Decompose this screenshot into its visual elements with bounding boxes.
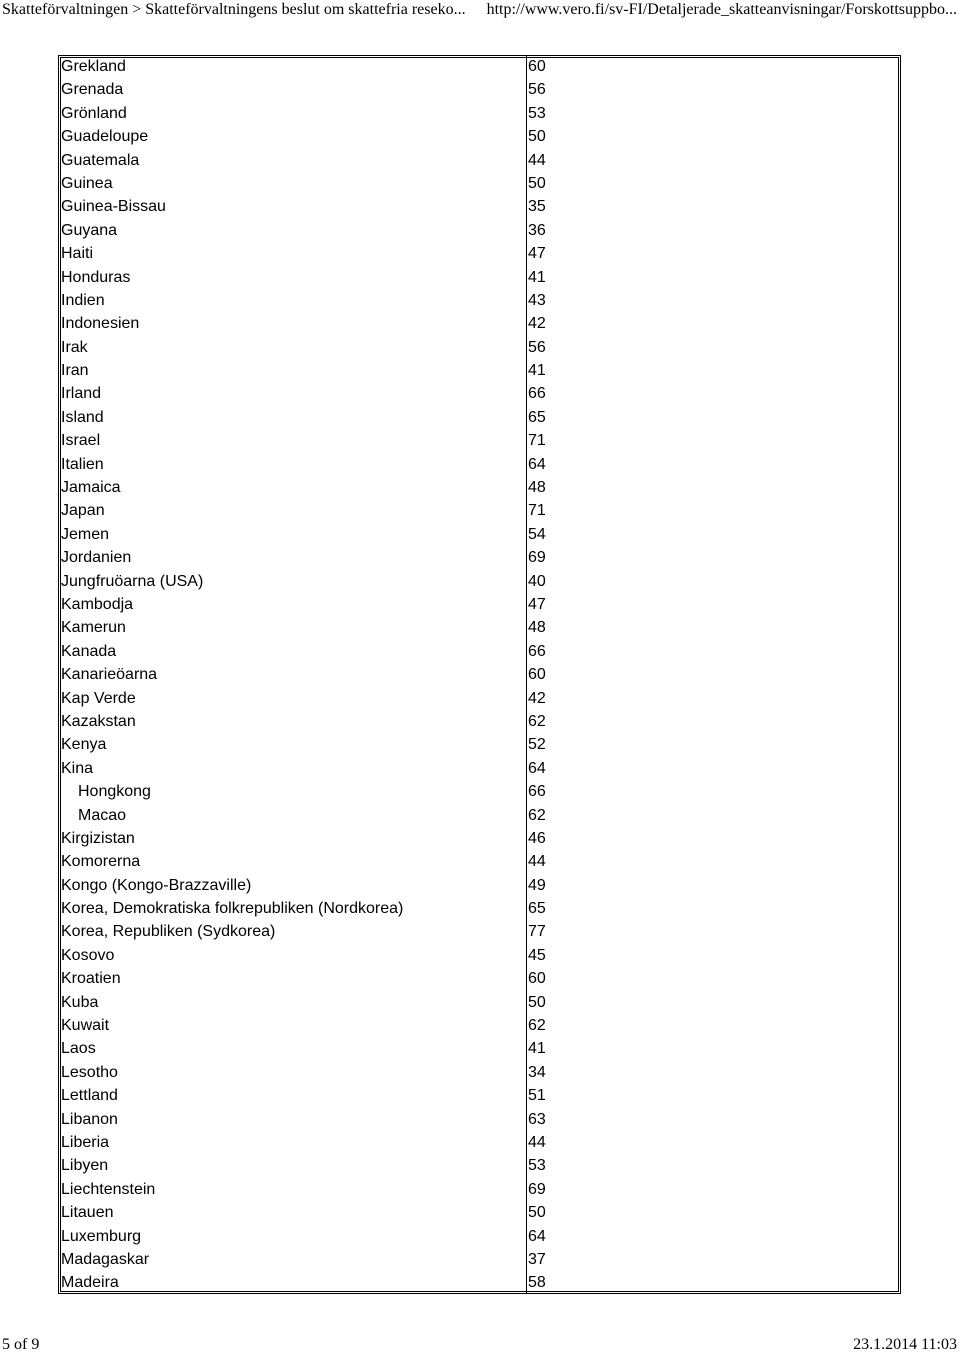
country-name: Komorerna (61, 853, 141, 871)
allowance-value: 50 (528, 174, 546, 192)
country-name: Libyen (61, 1157, 109, 1175)
table-row (61, 850, 896, 873)
allowance-value: 41 (528, 268, 546, 286)
allowance-value: 62 (528, 806, 546, 824)
page-header-url: http://www.vero.fi/sv-FI/Detaljerade_skatteanvisningar/Forskottsuppbo... (486, 1, 957, 18)
allowance-value: 64 (528, 1227, 546, 1245)
page-number: 5 of 9 (2, 1336, 40, 1353)
allowance-value: 41 (528, 1040, 546, 1058)
table-row (61, 920, 896, 943)
country-name: Jordanien (61, 549, 132, 567)
country-name: Liechtenstein (61, 1180, 156, 1198)
country-name: Lesotho (61, 1063, 118, 1081)
page-header-title: Skatteförvaltningen > Skatteförvaltningens beslut om skattefria reseko... (2, 1, 466, 18)
table-row (61, 1131, 896, 1154)
allowance-value: 64 (528, 455, 546, 473)
allowance-value: 53 (528, 104, 546, 122)
country-name: Guadeloupe (61, 128, 149, 146)
allowance-value: 47 (528, 245, 546, 263)
allowance-value: 64 (528, 759, 546, 777)
country-name: Japan (61, 502, 105, 520)
table-row (61, 640, 896, 663)
allowance-value: 63 (528, 1110, 546, 1128)
table-row (61, 1178, 896, 1201)
country-name: Jemen (61, 525, 110, 543)
table-row (61, 967, 896, 990)
allowance-value: 40 (528, 572, 546, 590)
allowance-value: 65 (528, 900, 546, 918)
country-name: Kambodja (61, 595, 134, 613)
table-row (61, 406, 896, 429)
allowance-value: 58 (528, 1274, 546, 1292)
table-row (61, 780, 896, 803)
allowance-value: 53 (528, 1157, 546, 1175)
country-name: Kosovo (61, 946, 115, 964)
table-row (61, 429, 896, 452)
allowance-value: 77 (528, 923, 546, 941)
allowance-value: 50 (528, 993, 546, 1011)
allowance-value: 66 (528, 783, 546, 801)
allowance-value: 44 (528, 1133, 546, 1151)
allowance-value: 48 (528, 619, 546, 637)
country-name: Lettland (61, 1087, 118, 1105)
allowance-value: 50 (528, 128, 546, 146)
country-name: Kanarieöarna (61, 666, 158, 684)
country-name: Grönland (61, 104, 127, 122)
allowance-value: 42 (528, 689, 546, 707)
allowance-value: 44 (528, 853, 546, 871)
table-row (61, 453, 896, 476)
country-name: Madagaskar (61, 1250, 150, 1268)
country-name: Jamaica (61, 479, 121, 497)
table-row (61, 382, 896, 405)
table-row (61, 219, 896, 242)
country-name: Grenada (61, 81, 124, 99)
country-name: Kuwait (61, 1017, 110, 1035)
allowance-value: 69 (528, 549, 546, 567)
country-name: Haiti (61, 245, 94, 263)
country-name: Korea, Republiken (Sydkorea) (61, 923, 276, 941)
country-name: Madeira (61, 1274, 119, 1292)
table-row (61, 874, 896, 897)
allowance-value: 62 (528, 712, 546, 730)
country-name: Israel (61, 432, 101, 450)
allowance-value: 35 (528, 198, 546, 216)
allowance-value: 43 (528, 291, 546, 309)
country-name: Guinea (61, 174, 113, 192)
country-name: Liberia (61, 1133, 110, 1151)
table-row (61, 523, 896, 546)
country-name: Macao (78, 806, 127, 824)
country-name: Kongo (Kongo-Brazzaville) (61, 876, 252, 894)
table-row (61, 757, 896, 780)
table-row (61, 663, 896, 686)
country-name: Italien (61, 455, 104, 473)
table-row (61, 1084, 896, 1107)
allowance-value: 36 (528, 221, 546, 239)
table-row (61, 1061, 896, 1084)
country-name: Kirgizistan (61, 829, 135, 847)
table-row (61, 312, 896, 335)
table-row (61, 476, 896, 499)
country-name: Kap Verde (61, 689, 136, 707)
table-row (61, 102, 896, 125)
table-row (61, 1014, 896, 1037)
allowance-value: 52 (528, 736, 546, 754)
country-name: Island (61, 408, 104, 426)
allowance-value: 46 (528, 829, 546, 847)
allowance-value: 66 (528, 642, 546, 660)
table-row (61, 1154, 896, 1177)
allowance-value: 48 (528, 479, 546, 497)
table-row (61, 944, 896, 967)
allowance-value: 56 (528, 81, 546, 99)
table-row (61, 593, 896, 616)
allowance-value: 71 (528, 432, 546, 450)
allowance-value: 60 (528, 58, 546, 75)
allowance-value: 42 (528, 315, 546, 333)
allowance-value: 50 (528, 1204, 546, 1222)
country-name: Indonesien (61, 315, 140, 333)
country-name: Indien (61, 291, 105, 309)
country-name: Jungfruöarna (USA) (61, 572, 204, 590)
table-row (61, 242, 896, 265)
table-row (61, 266, 896, 289)
allowance-value: 62 (528, 1017, 546, 1035)
table-row (61, 1225, 896, 1248)
allowance-value: 71 (528, 502, 546, 520)
country-name: Kenya (61, 736, 107, 754)
table-row (61, 616, 896, 639)
table-row (61, 570, 896, 593)
table-row (61, 499, 896, 522)
allowance-value: 60 (528, 666, 546, 684)
allowance-value: 54 (528, 525, 546, 543)
country-allowance-table (61, 55, 896, 1295)
table-row (61, 55, 896, 78)
table-row (61, 733, 896, 756)
country-name: Kina (61, 759, 94, 777)
table-row (61, 897, 896, 920)
country-name: Laos (61, 1040, 96, 1058)
country-name: Iran (61, 362, 89, 380)
allowance-value: 47 (528, 595, 546, 613)
country-name: Guatemala (61, 151, 140, 169)
country-name: Guinea-Bissau (61, 198, 166, 216)
allowance-value: 45 (528, 946, 546, 964)
country-name: Kanada (61, 642, 117, 660)
allowance-value: 60 (528, 970, 546, 988)
table-row (61, 1271, 896, 1294)
allowance-value: 49 (528, 876, 546, 894)
table-row (61, 804, 896, 827)
table-row (61, 1248, 896, 1271)
allowance-value: 44 (528, 151, 546, 169)
table-row (61, 687, 896, 710)
table-row (61, 149, 896, 172)
country-name: Hongkong (78, 783, 151, 801)
country-name: Guyana (61, 221, 118, 239)
table-row (61, 172, 896, 195)
country-name: Grekland (61, 58, 126, 75)
allowance-value: 56 (528, 338, 546, 356)
country-name: Korea, Demokratiska folkrepubliken (Nordkorea) (61, 900, 404, 918)
allowance-value: 34 (528, 1063, 546, 1081)
allowance-value: 69 (528, 1180, 546, 1198)
table-row (61, 546, 896, 569)
country-name: Irak (61, 338, 88, 356)
table-row (61, 827, 896, 850)
table-row (61, 125, 896, 148)
table-row (61, 1037, 896, 1060)
allowance-value: 41 (528, 362, 546, 380)
country-name: Irland (61, 385, 102, 403)
country-name: Kroatien (61, 970, 121, 988)
table-row (61, 336, 896, 359)
allowance-value: 51 (528, 1087, 546, 1105)
country-name: Kazakstan (61, 712, 136, 730)
table-row (61, 991, 896, 1014)
table-row (61, 710, 896, 733)
country-name: Kuba (61, 993, 99, 1011)
allowance-value: 66 (528, 385, 546, 403)
country-name: Honduras (61, 268, 131, 286)
table-row (61, 1201, 896, 1224)
country-name: Kamerun (61, 619, 126, 637)
table-row (61, 359, 896, 382)
country-name: Litauen (61, 1204, 114, 1222)
print-datetime: 23.1.2014 11:03 (853, 1336, 957, 1353)
allowance-value: 37 (528, 1250, 546, 1268)
table-row (61, 289, 896, 312)
table-row (61, 1108, 896, 1131)
table-row (61, 195, 896, 218)
country-name: Luxemburg (61, 1227, 142, 1245)
country-name: Libanon (61, 1110, 118, 1128)
allowance-value: 65 (528, 408, 546, 426)
table-row (61, 78, 896, 101)
